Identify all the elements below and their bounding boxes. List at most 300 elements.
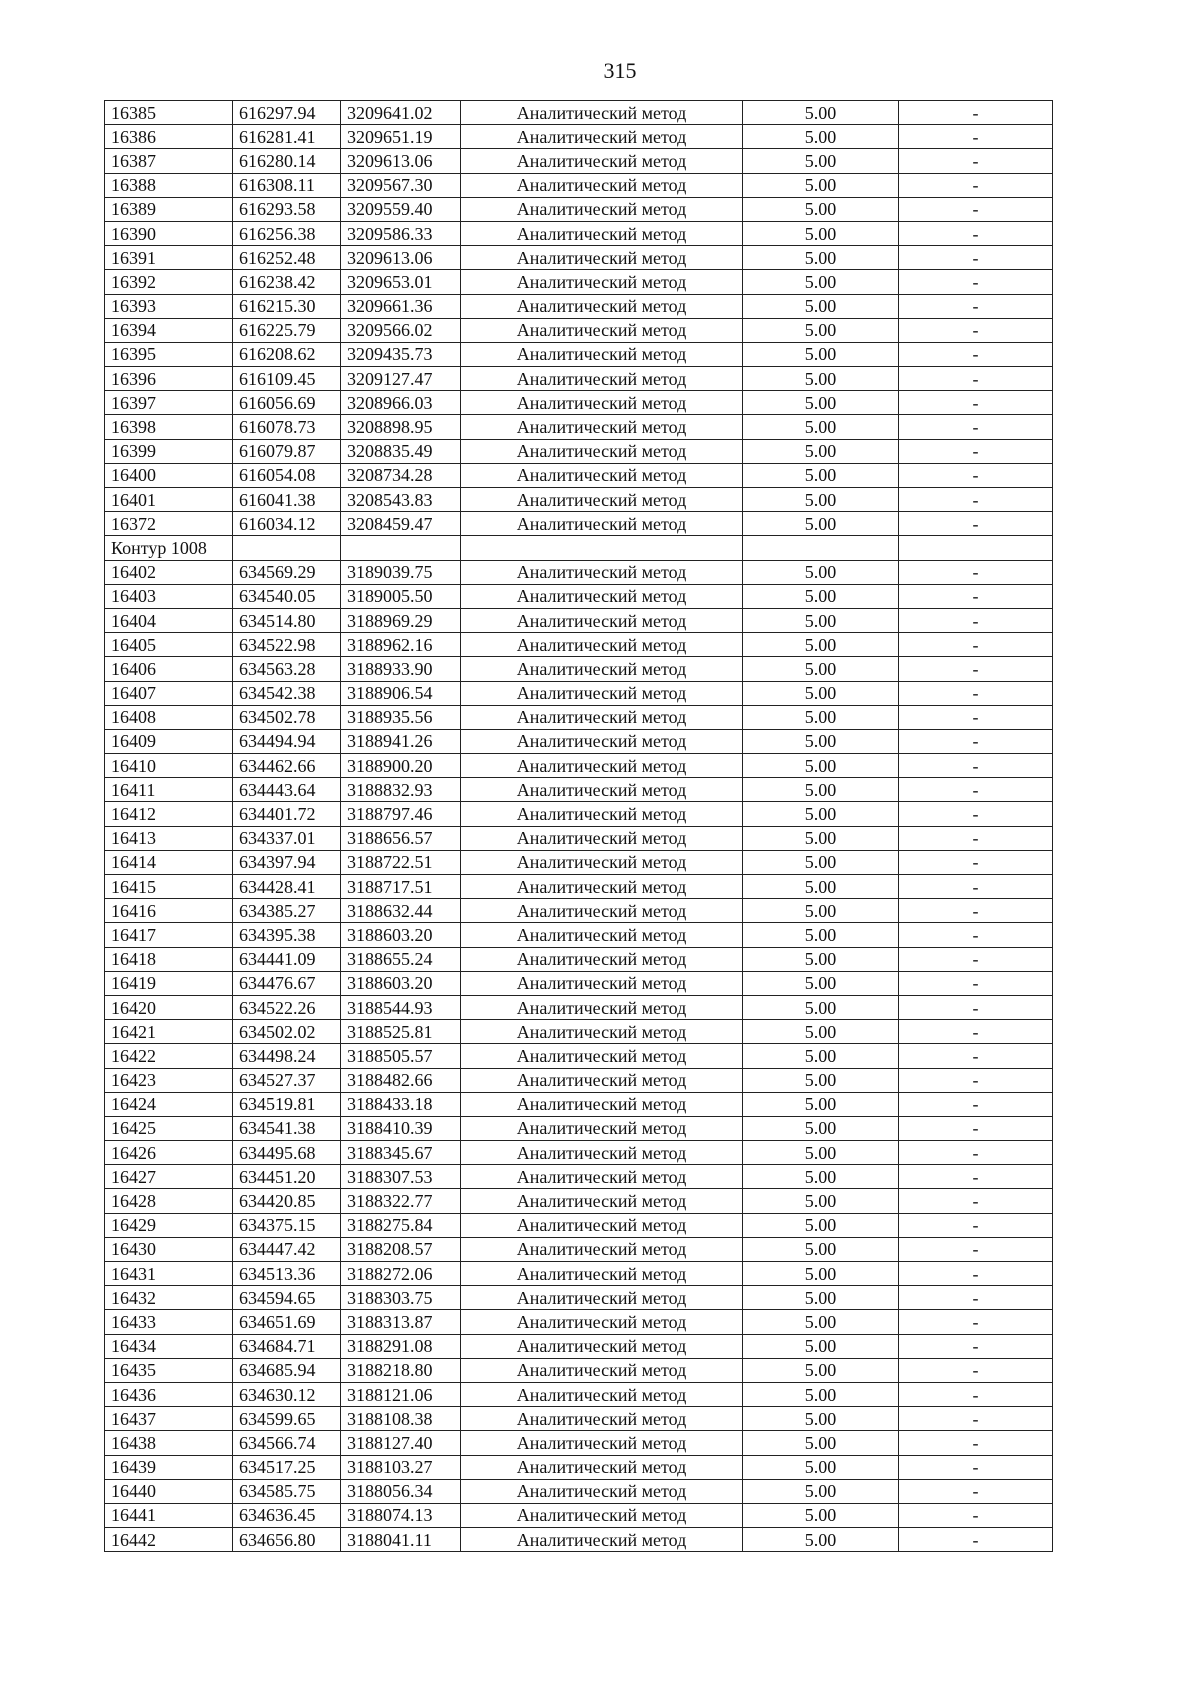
dash-cell: -	[899, 173, 1053, 197]
dash-cell: -	[899, 1092, 1053, 1116]
method-cell: Аналитический метод	[461, 754, 743, 778]
accuracy-cell: 5.00	[743, 1262, 899, 1286]
table-row	[105, 584, 1053, 608]
point-number-cell: 16419	[105, 971, 233, 995]
point-number-cell: 16405	[105, 633, 233, 657]
dash-cell: -	[899, 560, 1053, 584]
x-coordinate-cell: 634495.68	[233, 1141, 341, 1165]
point-number-cell: 16398	[105, 415, 233, 439]
point-number-cell: 16426	[105, 1141, 233, 1165]
point-number-cell: 16403	[105, 584, 233, 608]
accuracy-cell: 5.00	[743, 197, 899, 221]
accuracy-cell: 5.00	[743, 1528, 899, 1552]
dash-cell: -	[899, 512, 1053, 536]
x-coordinate-cell: 634428.41	[233, 875, 341, 899]
table-row	[105, 657, 1053, 681]
point-number-cell: 16442	[105, 1528, 233, 1552]
method-cell: Аналитический метод	[461, 439, 743, 463]
table-row	[105, 971, 1053, 995]
method-cell: Аналитический метод	[461, 125, 743, 149]
x-coordinate-cell: 634522.98	[233, 633, 341, 657]
dash-cell: -	[899, 826, 1053, 850]
point-number-cell: 16395	[105, 342, 233, 366]
x-coordinate-cell: 634420.85	[233, 1189, 341, 1213]
method-cell: Аналитический метод	[461, 1213, 743, 1237]
accuracy-cell: 5.00	[743, 947, 899, 971]
y-coordinate-cell: 3188218.80	[341, 1358, 461, 1382]
table-row	[105, 342, 1053, 366]
table-row	[105, 923, 1053, 947]
x-coordinate-cell: 634651.69	[233, 1310, 341, 1334]
method-cell: Аналитический метод	[461, 1262, 743, 1286]
method-cell: Аналитический метод	[461, 1165, 743, 1189]
method-cell: Аналитический метод	[461, 173, 743, 197]
x-coordinate-cell: 634375.15	[233, 1213, 341, 1237]
table-row	[105, 221, 1053, 245]
y-coordinate-cell: 3188797.46	[341, 802, 461, 826]
x-coordinate-cell: 634656.80	[233, 1528, 341, 1552]
dash-cell: -	[899, 197, 1053, 221]
y-coordinate-cell: 3209613.06	[341, 246, 461, 270]
dash-cell: -	[899, 802, 1053, 826]
y-coordinate-cell: 3209567.30	[341, 173, 461, 197]
point-number-cell: 16431	[105, 1262, 233, 1286]
accuracy-cell: 5.00	[743, 899, 899, 923]
accuracy-cell: 5.00	[743, 1189, 899, 1213]
y-coordinate-cell: 3188410.39	[341, 1116, 461, 1140]
method-cell: Аналитический метод	[461, 1479, 743, 1503]
table-row	[105, 1092, 1053, 1116]
accuracy-cell: 5.00	[743, 439, 899, 463]
accuracy-cell: 5.00	[743, 318, 899, 342]
y-coordinate-cell: 3209651.19	[341, 125, 461, 149]
table-row	[105, 826, 1053, 850]
y-coordinate-cell: 3188722.51	[341, 850, 461, 874]
accuracy-cell: 5.00	[743, 1213, 899, 1237]
accuracy-cell: 5.00	[743, 778, 899, 802]
x-coordinate-cell: 634685.94	[233, 1358, 341, 1382]
accuracy-cell: 5.00	[743, 512, 899, 536]
method-cell: Аналитический метод	[461, 1286, 743, 1310]
point-number-cell: 16430	[105, 1237, 233, 1261]
table-row	[105, 560, 1053, 584]
dash-cell: -	[899, 875, 1053, 899]
dash-cell: -	[899, 391, 1053, 415]
y-coordinate-cell: 3188525.81	[341, 1020, 461, 1044]
table-row	[105, 1503, 1053, 1527]
x-coordinate-cell: 616293.58	[233, 197, 341, 221]
table-row	[105, 439, 1053, 463]
dash-cell: -	[899, 246, 1053, 270]
y-coordinate-cell: 3188322.77	[341, 1189, 461, 1213]
x-coordinate-cell: 634594.65	[233, 1286, 341, 1310]
point-number-cell: 16392	[105, 270, 233, 294]
table-row	[105, 1020, 1053, 1044]
y-coordinate-cell: 3208543.83	[341, 488, 461, 512]
y-coordinate-cell: 3188275.84	[341, 1213, 461, 1237]
dash-cell: -	[899, 608, 1053, 632]
dash-cell: -	[899, 657, 1053, 681]
table-row	[105, 1528, 1053, 1552]
accuracy-cell: 5.00	[743, 488, 899, 512]
method-cell: Аналитический метод	[461, 1068, 743, 1092]
accuracy-cell: 5.00	[743, 729, 899, 753]
point-number-cell: 16385	[105, 101, 233, 125]
point-number-cell: 16408	[105, 705, 233, 729]
dash-cell: -	[899, 971, 1053, 995]
dash-cell: -	[899, 270, 1053, 294]
x-coordinate-cell: 634566.74	[233, 1431, 341, 1455]
y-coordinate-cell: 3188108.38	[341, 1407, 461, 1431]
dash-cell: -	[899, 1262, 1053, 1286]
accuracy-cell: 5.00	[743, 1020, 899, 1044]
method-cell: Аналитический метод	[461, 923, 743, 947]
x-coordinate-cell: 634630.12	[233, 1382, 341, 1406]
page-number: 315	[603, 58, 637, 83]
method-cell: Аналитический метод	[461, 342, 743, 366]
x-coordinate-cell: 634636.45	[233, 1503, 341, 1527]
y-coordinate-cell: 3188655.24	[341, 947, 461, 971]
y-coordinate-cell: 3188717.51	[341, 875, 461, 899]
method-cell: Аналитический метод	[461, 512, 743, 536]
method-cell: Аналитический метод	[461, 149, 743, 173]
method-cell: Аналитический метод	[461, 463, 743, 487]
method-cell: Аналитический метод	[461, 1407, 743, 1431]
method-cell: Аналитический метод	[461, 1334, 743, 1358]
y-coordinate-cell: 3188906.54	[341, 681, 461, 705]
accuracy-cell: 5.00	[743, 1334, 899, 1358]
y-coordinate-cell: 3209661.36	[341, 294, 461, 318]
x-coordinate-cell: 634522.26	[233, 995, 341, 1019]
x-coordinate-cell: 634519.81	[233, 1092, 341, 1116]
method-cell: Аналитический метод	[461, 947, 743, 971]
point-number-cell: 16399	[105, 439, 233, 463]
accuracy-cell: 5.00	[743, 342, 899, 366]
point-number-cell: 16410	[105, 754, 233, 778]
dash-cell: -	[899, 1116, 1053, 1140]
dash-cell: -	[899, 1358, 1053, 1382]
method-cell: Аналитический метод	[461, 1503, 743, 1527]
table-row	[105, 1141, 1053, 1165]
accuracy-cell: 5.00	[743, 633, 899, 657]
point-number-cell: 16391	[105, 246, 233, 270]
point-number-cell: 16409	[105, 729, 233, 753]
dash-cell: -	[899, 705, 1053, 729]
method-cell: Аналитический метод	[461, 1189, 743, 1213]
method-cell: Аналитический метод	[461, 826, 743, 850]
x-coordinate-cell: 634397.94	[233, 850, 341, 874]
method-cell: Аналитический метод	[461, 101, 743, 125]
method-cell: Аналитический метод	[461, 608, 743, 632]
accuracy-cell: 5.00	[743, 1141, 899, 1165]
coordinates-table	[104, 100, 1053, 1552]
y-coordinate-cell: 3209586.33	[341, 221, 461, 245]
point-number-cell: 16414	[105, 850, 233, 874]
accuracy-cell: 5.00	[743, 125, 899, 149]
x-coordinate-cell: 634498.24	[233, 1044, 341, 1068]
point-number-cell: 16390	[105, 221, 233, 245]
x-coordinate-cell: 634441.09	[233, 947, 341, 971]
y-coordinate-cell: 3188482.66	[341, 1068, 461, 1092]
dash-cell: -	[899, 1503, 1053, 1527]
dash-cell: -	[899, 1044, 1053, 1068]
method-cell: Аналитический метод	[461, 850, 743, 874]
dash-cell: -	[899, 1213, 1053, 1237]
y-coordinate-cell: 3188272.06	[341, 1262, 461, 1286]
y-coordinate-cell: 3208898.95	[341, 415, 461, 439]
accuracy-cell: 5.00	[743, 1479, 899, 1503]
x-coordinate-cell: 634395.38	[233, 923, 341, 947]
x-coordinate-cell: 634447.42	[233, 1237, 341, 1261]
y-coordinate-cell: 3188127.40	[341, 1431, 461, 1455]
x-coordinate-cell: 616297.94	[233, 101, 341, 125]
x-coordinate-cell: 616034.12	[233, 512, 341, 536]
table-row	[105, 633, 1053, 657]
x-coordinate-cell: 634540.05	[233, 584, 341, 608]
point-number-cell: 16389	[105, 197, 233, 221]
method-cell: Аналитический метод	[461, 802, 743, 826]
accuracy-cell: 5.00	[743, 560, 899, 584]
method-cell: Аналитический метод	[461, 197, 743, 221]
accuracy-cell: 5.00	[743, 826, 899, 850]
x-coordinate-cell: 634541.38	[233, 1116, 341, 1140]
y-coordinate-cell: 3209641.02	[341, 101, 461, 125]
x-coordinate-cell: 616280.14	[233, 149, 341, 173]
point-number-cell: 16401	[105, 488, 233, 512]
table-row	[105, 1116, 1053, 1140]
dash-cell: -	[899, 1382, 1053, 1406]
method-cell: Аналитический метод	[461, 1382, 743, 1406]
accuracy-cell: 5.00	[743, 149, 899, 173]
accuracy-cell: 5.00	[743, 294, 899, 318]
accuracy-cell: 5.00	[743, 1092, 899, 1116]
accuracy-cell: 5.00	[743, 802, 899, 826]
dash-cell: -	[899, 415, 1053, 439]
method-cell: Аналитический метод	[461, 488, 743, 512]
y-coordinate-cell: 3188900.20	[341, 754, 461, 778]
y-coordinate-cell: 3188041.11	[341, 1528, 461, 1552]
dash-cell: -	[899, 294, 1053, 318]
accuracy-cell: 5.00	[743, 681, 899, 705]
table-row	[105, 101, 1053, 125]
y-coordinate-cell: 3208966.03	[341, 391, 461, 415]
method-cell: Аналитический метод	[461, 875, 743, 899]
x-coordinate-cell: 616252.48	[233, 246, 341, 270]
method-cell: Аналитический метод	[461, 971, 743, 995]
x-coordinate-cell: 634451.20	[233, 1165, 341, 1189]
dash-cell: -	[899, 1334, 1053, 1358]
y-coordinate-cell: 3188345.67	[341, 1141, 461, 1165]
contour-header-row	[105, 536, 1053, 560]
point-number-cell: 16388	[105, 173, 233, 197]
empty-cell	[461, 536, 743, 560]
accuracy-cell: 5.00	[743, 584, 899, 608]
accuracy-cell: 5.00	[743, 367, 899, 391]
dash-cell: -	[899, 1068, 1053, 1092]
y-coordinate-cell: 3209566.02	[341, 318, 461, 342]
dash-cell: -	[899, 633, 1053, 657]
point-number-cell: 16429	[105, 1213, 233, 1237]
x-coordinate-cell: 634514.80	[233, 608, 341, 632]
dash-cell: -	[899, 1237, 1053, 1261]
dash-cell: -	[899, 584, 1053, 608]
dash-cell: -	[899, 463, 1053, 487]
method-cell: Аналитический метод	[461, 1020, 743, 1044]
x-coordinate-cell: 634513.36	[233, 1262, 341, 1286]
accuracy-cell: 5.00	[743, 1503, 899, 1527]
x-coordinate-cell: 634502.02	[233, 1020, 341, 1044]
method-cell: Аналитический метод	[461, 584, 743, 608]
point-number-cell: 16436	[105, 1382, 233, 1406]
dash-cell: -	[899, 729, 1053, 753]
y-coordinate-cell: 3188969.29	[341, 608, 461, 632]
accuracy-cell: 5.00	[743, 657, 899, 681]
table-row	[105, 1262, 1053, 1286]
x-coordinate-cell: 634385.27	[233, 899, 341, 923]
y-coordinate-cell: 3188632.44	[341, 899, 461, 923]
y-coordinate-cell: 3188544.93	[341, 995, 461, 1019]
method-cell: Аналитический метод	[461, 415, 743, 439]
dash-cell: -	[899, 125, 1053, 149]
x-coordinate-cell: 634476.67	[233, 971, 341, 995]
contour-label-cell: Контур 1008	[105, 536, 233, 560]
dash-cell: -	[899, 1455, 1053, 1479]
accuracy-cell: 5.00	[743, 1068, 899, 1092]
accuracy-cell: 5.00	[743, 391, 899, 415]
y-coordinate-cell: 3209613.06	[341, 149, 461, 173]
x-coordinate-cell: 634684.71	[233, 1334, 341, 1358]
accuracy-cell: 5.00	[743, 754, 899, 778]
method-cell: Аналитический метод	[461, 1528, 743, 1552]
dash-cell: -	[899, 923, 1053, 947]
point-number-cell: 16413	[105, 826, 233, 850]
table-row	[105, 246, 1053, 270]
accuracy-cell: 5.00	[743, 1165, 899, 1189]
table-row	[105, 947, 1053, 971]
point-number-cell: 16372	[105, 512, 233, 536]
y-coordinate-cell: 3188313.87	[341, 1310, 461, 1334]
accuracy-cell: 5.00	[743, 1116, 899, 1140]
dash-cell: -	[899, 899, 1053, 923]
x-coordinate-cell: 634563.28	[233, 657, 341, 681]
point-number-cell: 16397	[105, 391, 233, 415]
y-coordinate-cell: 3188307.53	[341, 1165, 461, 1189]
table-row	[105, 391, 1053, 415]
method-cell: Аналитический метод	[461, 1310, 743, 1334]
y-coordinate-cell: 3188208.57	[341, 1237, 461, 1261]
accuracy-cell: 5.00	[743, 875, 899, 899]
dash-cell: -	[899, 101, 1053, 125]
dash-cell: -	[899, 995, 1053, 1019]
y-coordinate-cell: 3188962.16	[341, 633, 461, 657]
y-coordinate-cell: 3208734.28	[341, 463, 461, 487]
method-cell: Аналитический метод	[461, 1431, 743, 1455]
x-coordinate-cell: 634443.64	[233, 778, 341, 802]
method-cell: Аналитический метод	[461, 729, 743, 753]
point-number-cell: 16424	[105, 1092, 233, 1116]
method-cell: Аналитический метод	[461, 995, 743, 1019]
method-cell: Аналитический метод	[461, 318, 743, 342]
point-number-cell: 16404	[105, 608, 233, 632]
point-number-cell: 16396	[105, 367, 233, 391]
y-coordinate-cell: 3208835.49	[341, 439, 461, 463]
dash-cell: -	[899, 1286, 1053, 1310]
y-coordinate-cell: 3188603.20	[341, 971, 461, 995]
method-cell: Аналитический метод	[461, 705, 743, 729]
dash-cell: -	[899, 367, 1053, 391]
point-number-cell: 16438	[105, 1431, 233, 1455]
x-coordinate-cell: 634527.37	[233, 1068, 341, 1092]
accuracy-cell: 5.00	[743, 995, 899, 1019]
table-row	[105, 754, 1053, 778]
point-number-cell: 16422	[105, 1044, 233, 1068]
method-cell: Аналитический метод	[461, 270, 743, 294]
table-row	[105, 608, 1053, 632]
dash-cell: -	[899, 778, 1053, 802]
table-row	[105, 729, 1053, 753]
table-row	[105, 488, 1053, 512]
dash-cell: -	[899, 850, 1053, 874]
accuracy-cell: 5.00	[743, 971, 899, 995]
table-row	[105, 1044, 1053, 1068]
method-cell: Аналитический метод	[461, 1141, 743, 1165]
y-coordinate-cell: 3188103.27	[341, 1455, 461, 1479]
y-coordinate-cell: 3188074.13	[341, 1503, 461, 1527]
point-number-cell: 16439	[105, 1455, 233, 1479]
table-row	[105, 318, 1053, 342]
method-cell: Аналитический метод	[461, 1237, 743, 1261]
table-row	[105, 149, 1053, 173]
method-cell: Аналитический метод	[461, 1358, 743, 1382]
empty-cell	[899, 536, 1053, 560]
table-row	[105, 1310, 1053, 1334]
x-coordinate-cell: 616256.38	[233, 221, 341, 245]
empty-cell	[341, 536, 461, 560]
point-number-cell: 16416	[105, 899, 233, 923]
table-row	[105, 415, 1053, 439]
dash-cell: -	[899, 1431, 1053, 1455]
method-cell: Аналитический метод	[461, 246, 743, 270]
y-coordinate-cell: 3188291.08	[341, 1334, 461, 1358]
method-cell: Аналитический метод	[461, 367, 743, 391]
table-row	[105, 1237, 1053, 1261]
point-number-cell: 16406	[105, 657, 233, 681]
y-coordinate-cell: 3189005.50	[341, 584, 461, 608]
method-cell: Аналитический метод	[461, 1455, 743, 1479]
table-row	[105, 367, 1053, 391]
x-coordinate-cell: 616079.87	[233, 439, 341, 463]
y-coordinate-cell: 3208459.47	[341, 512, 461, 536]
point-number-cell: 16415	[105, 875, 233, 899]
point-number-cell: 16407	[105, 681, 233, 705]
point-number-cell: 16427	[105, 1165, 233, 1189]
accuracy-cell: 5.00	[743, 1431, 899, 1455]
x-coordinate-cell: 634337.01	[233, 826, 341, 850]
x-coordinate-cell: 634401.72	[233, 802, 341, 826]
method-cell: Аналитический метод	[461, 899, 743, 923]
y-coordinate-cell: 3209653.01	[341, 270, 461, 294]
accuracy-cell: 5.00	[743, 270, 899, 294]
dash-cell: -	[899, 318, 1053, 342]
dash-cell: -	[899, 1141, 1053, 1165]
accuracy-cell: 5.00	[743, 415, 899, 439]
method-cell: Аналитический метод	[461, 1116, 743, 1140]
x-coordinate-cell: 616078.73	[233, 415, 341, 439]
table-row	[105, 681, 1053, 705]
point-number-cell: 16428	[105, 1189, 233, 1213]
accuracy-cell: 5.00	[743, 850, 899, 874]
y-coordinate-cell: 3209559.40	[341, 197, 461, 221]
